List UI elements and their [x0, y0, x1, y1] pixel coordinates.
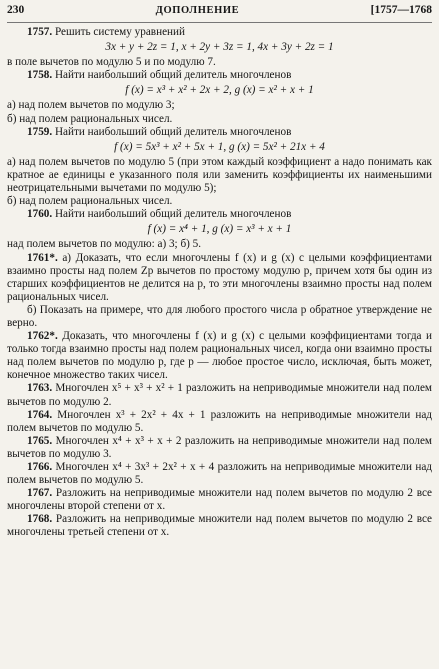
equation-system: 3x + y + 2z = 1, x + 2y + 3z = 1, 4x + 3y + 2z = 1: [105, 41, 334, 54]
subpart-a: а) над полем вычетов по модулю 5 (при этом каждый коэффициент a надо понимать как кратное ae единицы e указанного поля или заменить коэффициенты их наименьшими неотрицательными вычетами по модулю 5);: [7, 155, 432, 195]
problem-1757: [7, 26, 432, 39]
problem-text: Многочлен x⁴ + x³ + x + 2 разложить на неприводимые множители над полем вычетов по модулю 3.: [7, 434, 433, 460]
problem-1765: [7, 435, 432, 461]
problem-text: Решить систему уравнений: [54, 26, 185, 38]
polynomial-pair: f (x) = x⁴ + 1, g (x) = x³ + x + 1: [147, 223, 292, 236]
problem-text: Многочлен x⁴ + 3x³ + 2x² + x + 4 разложить на неприводимые множители над полем вычетов по модулю 5.: [7, 461, 433, 487]
problem-1760: [7, 208, 432, 221]
problem-1761: [7, 252, 432, 304]
problem-1763: [7, 382, 432, 408]
problem-number: 1757.: [27, 26, 53, 38]
polynomial-pair: f (x) = 5x³ + x² + 5x + 1, g (x) = 5x² + 21x + 4: [114, 140, 325, 153]
problem-1758: [7, 69, 432, 82]
problem-1764: [7, 409, 432, 435]
polynomial-pair: f (x) = x³ + x² + 2x + 2, g (x) = x² + x + 1: [125, 84, 314, 97]
problem-number: 1767.: [27, 487, 53, 500]
problem-number: 1760.: [27, 208, 53, 221]
page-header: [7, 4, 432, 23]
problem-number: 1758.: [27, 69, 53, 82]
problem-text-tail: в поле вычетов по модулю 5 и по модулю 7.: [7, 56, 216, 69]
problem-text: Найти наибольший общий делитель многочленов: [54, 208, 292, 221]
problem-number: 1766.: [27, 461, 53, 473]
subpart-b: б) Показать на примере, что для любого простого числа p обратное утверждение не верно.: [7, 303, 432, 329]
problem-1768: [7, 513, 432, 539]
problem-number: 1765.: [27, 434, 53, 447]
problem-number: 1762*.: [27, 330, 58, 343]
problem-1759: [7, 126, 432, 139]
problem-number: 1768.: [27, 513, 53, 526]
problem-text: Разложить на неприводимые множители над полем вычетов по модулю 2 все многочлены третьей степени от x.: [7, 513, 433, 539]
problem-1767: [7, 487, 432, 513]
problem-text: Разложить на неприводимые множители над полем вычетов по модулю 2 все многочлены второй степени от x.: [7, 487, 433, 513]
problem-text: Многочлен x³ + 2x² + 4x + 1 разложить на неприводимые множители над полем вычетов по модулю 5.: [7, 408, 432, 434]
subpart-a: а) Доказать, что если многочлены f (x) и g (x) с целыми коэффициентами взаимно просты над полем Zp вычетов по простому модулю p, причем хотя бы один из старших коэффициентов не делится на p, то эти многочлены взаимно просты над полем рациональных чисел.: [7, 251, 432, 303]
problem-text-tail: над полем вычетов по модулю: а) 3; б) 5.: [7, 238, 202, 251]
problem-text: Доказать, что многочлены f (x) и g (x) с целыми коэффициентами тогда и только тогда взаимно просты над полем рациональных чисел, когда они взаимно просты над полем вычетов по модулю p, где p — любое простое число, исключая, быть может, конечное множество таких чисел.: [7, 330, 433, 382]
problem-number: 1763.: [27, 382, 53, 395]
problem-text: Найти наибольший общий делитель многочленов: [54, 69, 292, 82]
subpart-a: а) над полем вычетов по модулю 3;: [7, 99, 175, 112]
problem-1762: [7, 330, 432, 382]
page-number: 230: [7, 4, 25, 16]
problem-1766: [7, 461, 432, 487]
problem-number: 1761*.: [27, 251, 58, 264]
section-title: ДОПОЛНЕНИЕ: [155, 5, 240, 16]
subpart-b: б) над полем рациональных чисел.: [7, 195, 173, 208]
problem-number: 1759.: [27, 125, 53, 138]
problem-range: [1757—1768: [370, 4, 432, 16]
problem-text: Найти наибольший общий делитель многочленов: [54, 125, 292, 138]
problem-number: 1764.: [27, 408, 53, 421]
problem-text: Многочлен x⁵ + x³ + x² + 1 разложить на неприводимые множители над полем вычетов по модулю 2.: [7, 382, 432, 408]
subpart-b: б) над полем рациональных чисел.: [7, 112, 173, 125]
